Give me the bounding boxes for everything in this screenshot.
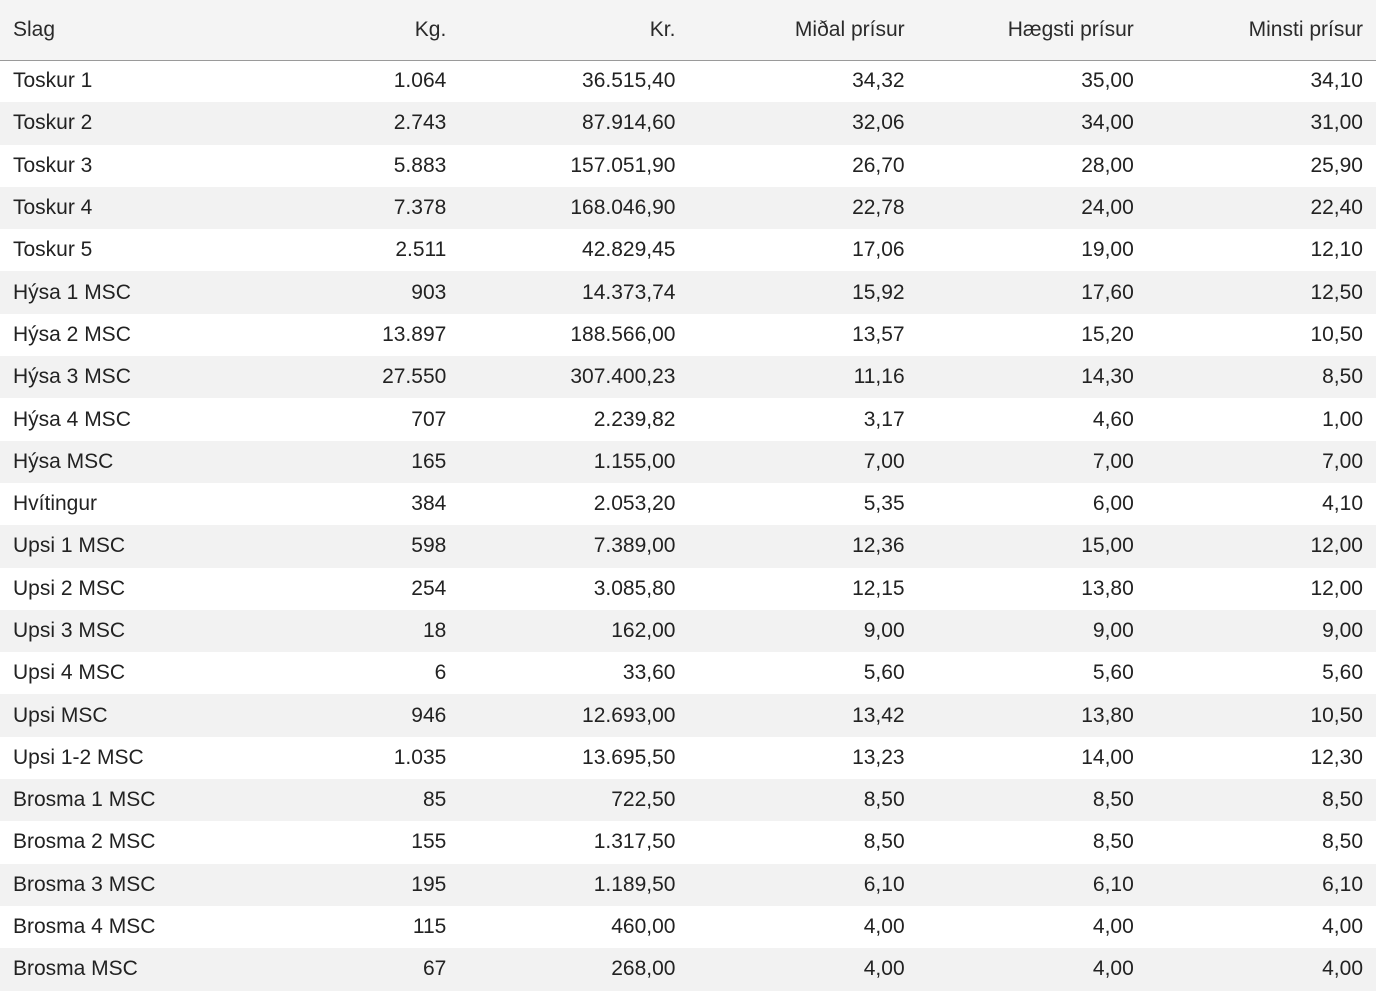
cell-slag: Upsi 4 MSC	[13, 661, 126, 685]
cell-highest-price: 7,00	[1092, 449, 1134, 473]
table-row	[0, 948, 1376, 990]
cell-highest-price: 28,00	[1081, 153, 1134, 177]
table-row	[0, 229, 1376, 271]
cell-average-price: 26,70	[852, 153, 905, 177]
cell-average-price: 7,00	[863, 449, 905, 473]
cell-average-price: 3,17	[863, 407, 905, 431]
cell-kr: 307.400,23	[570, 365, 676, 389]
cell-kr: 87.914,60	[582, 111, 676, 135]
cell-lowest-price: 8,50	[1322, 830, 1363, 854]
cell-kr: 14.373,74	[582, 280, 676, 304]
cell-kg: 903	[411, 280, 447, 304]
cell-highest-price: 5,60	[1092, 661, 1134, 685]
cell-average-price: 17,06	[852, 238, 905, 262]
cell-lowest-price: 12,10	[1310, 238, 1363, 262]
cell-kr: 2.239,82	[593, 407, 676, 431]
cell-kr: 2.053,20	[593, 492, 676, 516]
column-header-highest-price[interactable]: Hægsti prísur	[918, 0, 1147, 60]
cell-average-price: 8,50	[863, 788, 905, 812]
cell-kr: 1.317,50	[593, 830, 676, 854]
table-row	[0, 821, 1376, 863]
cell-kg: 155	[411, 830, 447, 854]
cell-kg: 946	[411, 703, 447, 727]
cell-highest-price: 24,00	[1081, 196, 1134, 220]
cell-kg: 5.883	[393, 153, 447, 177]
cell-slag: Hýsa 2 MSC	[13, 322, 131, 346]
table-row	[0, 779, 1376, 821]
cell-kg: 1.064	[393, 69, 447, 93]
cell-highest-price: 35,00	[1081, 69, 1134, 93]
cell-lowest-price: 7,00	[1322, 449, 1363, 473]
table-row	[0, 60, 1376, 102]
cell-highest-price: 6,10	[1092, 872, 1134, 896]
table-row	[0, 102, 1376, 144]
cell-highest-price: 9,00	[1092, 619, 1134, 642]
cell-slag: Hýsa 3 MSC	[13, 365, 131, 389]
cell-average-price: 5,60	[863, 661, 905, 685]
cell-slag: Upsi 1-2 MSC	[13, 745, 144, 769]
table-header-row	[0, 0, 1376, 60]
cell-slag: Upsi 3 MSC	[13, 619, 126, 642]
cell-kg: 1.035	[393, 745, 447, 769]
cell-kg: 165	[411, 449, 447, 473]
cell-lowest-price: 31,00	[1310, 111, 1363, 135]
cell-average-price: 6,10	[863, 872, 905, 896]
table-row	[0, 314, 1376, 356]
cell-highest-price: 13,80	[1081, 576, 1134, 600]
cell-average-price: 13,57	[852, 322, 905, 346]
table-row	[0, 694, 1376, 736]
cell-kg: 85	[422, 788, 447, 812]
cell-lowest-price: 8,50	[1322, 365, 1363, 389]
cell-highest-price: 15,20	[1081, 322, 1134, 346]
table-row	[0, 652, 1376, 694]
cell-kg: 195	[411, 872, 447, 896]
cell-average-price: 4,00	[863, 957, 905, 981]
cell-kg: 384	[411, 492, 447, 516]
cell-lowest-price: 5,60	[1322, 661, 1363, 685]
cell-kg: 6	[434, 661, 447, 685]
cell-kg: 115	[412, 915, 447, 939]
column-header-lowest-price[interactable]: Minsti prísur	[1147, 0, 1376, 60]
cell-average-price: 9,00	[863, 619, 905, 642]
table-row	[0, 610, 1376, 652]
table-row	[0, 483, 1376, 525]
cell-kr: 157.051,90	[570, 153, 676, 177]
cell-kr: 12.693,00	[582, 703, 676, 727]
cell-lowest-price: 4,10	[1322, 492, 1363, 516]
cell-slag: Hýsa 4 MSC	[13, 407, 131, 431]
cell-kg: 7.378	[393, 196, 447, 220]
cell-highest-price: 14,30	[1081, 365, 1134, 389]
cell-slag: Brosma 1 MSC	[13, 788, 156, 812]
cell-kr: 162,00	[611, 619, 676, 642]
cell-kr: 42.829,45	[582, 238, 676, 262]
cell-kr: 168.046,90	[570, 196, 676, 220]
table-row	[0, 187, 1376, 229]
cell-lowest-price: 12,30	[1310, 745, 1363, 769]
cell-average-price: 15,92	[852, 280, 905, 304]
cell-average-price: 11,16	[853, 365, 905, 389]
cell-lowest-price: 12,00	[1310, 576, 1363, 600]
cell-kr: 722,50	[611, 788, 676, 812]
table-body	[0, 60, 1376, 991]
column-header-average-price[interactable]: Miðal prísur	[688, 0, 917, 60]
column-header-kr[interactable]: Kr.	[459, 0, 688, 60]
cell-average-price: 4,00	[863, 915, 905, 939]
table-row	[0, 568, 1376, 610]
cell-kr: 460,00	[611, 915, 676, 939]
cell-lowest-price: 25,90	[1310, 153, 1363, 177]
cell-average-price: 22,78	[852, 196, 905, 220]
cell-highest-price: 34,00	[1081, 111, 1134, 135]
cell-highest-price: 14,00	[1081, 745, 1134, 769]
cell-lowest-price: 4,00	[1322, 915, 1363, 939]
cell-average-price: 12,36	[852, 534, 905, 558]
cell-average-price: 13,42	[852, 703, 905, 727]
cell-lowest-price: 9,00	[1322, 619, 1363, 642]
cell-lowest-price: 34,10	[1310, 69, 1363, 93]
table-row	[0, 271, 1376, 313]
cell-highest-price: 8,50	[1092, 788, 1134, 812]
cell-highest-price: 19,00	[1081, 238, 1134, 262]
cell-kg: 67	[422, 957, 447, 981]
table-row	[0, 441, 1376, 483]
cell-kg: 254	[411, 576, 447, 600]
cell-kr: 1.155,00	[593, 449, 676, 473]
cell-highest-price: 8,50	[1092, 830, 1134, 854]
cell-lowest-price: 8,50	[1322, 788, 1363, 812]
cell-slag: Toskur 2	[13, 111, 93, 135]
cell-kg: 598	[411, 534, 447, 558]
cell-kr: 268,00	[611, 957, 676, 981]
cell-slag: Upsi MSC	[13, 703, 108, 727]
cell-highest-price: 4,00	[1092, 915, 1134, 939]
cell-kr: 1.189,50	[593, 872, 676, 896]
cell-average-price: 5,35	[863, 492, 905, 516]
table-row	[0, 737, 1376, 779]
cell-slag: Brosma 4 MSC	[13, 915, 156, 939]
cell-slag: Hýsa MSC	[13, 449, 114, 473]
table-row	[0, 398, 1376, 440]
table-row	[0, 145, 1376, 187]
cell-highest-price: 17,60	[1081, 280, 1134, 304]
cell-lowest-price: 6,10	[1322, 872, 1363, 896]
cell-kr: 7.389,00	[593, 534, 676, 558]
cell-slag: Brosma MSC	[13, 957, 138, 981]
cell-kr: 13.695,50	[582, 745, 676, 769]
cell-slag: Toskur 3	[13, 153, 93, 177]
column-header-kg[interactable]: Kg.	[230, 0, 459, 60]
cell-kg: 27.550	[382, 365, 447, 389]
cell-slag: Hvítingur	[13, 492, 98, 516]
table-row	[0, 906, 1376, 948]
cell-highest-price: 13,80	[1081, 703, 1134, 727]
cell-slag: Brosma 3 MSC	[13, 872, 156, 896]
cell-average-price: 34,32	[852, 69, 905, 93]
cell-highest-price: 4,00	[1092, 957, 1134, 981]
cell-kr: 33,60	[622, 661, 676, 685]
cell-slag: Upsi 2 MSC	[13, 576, 126, 600]
table-row	[0, 864, 1376, 906]
cell-average-price: 12,15	[852, 576, 905, 600]
cell-lowest-price: 1,00	[1322, 407, 1363, 431]
cell-slag: Toskur 5	[13, 238, 93, 262]
cell-highest-price: 15,00	[1081, 534, 1134, 558]
cell-lowest-price: 10,50	[1310, 322, 1363, 346]
cell-slag: Toskur 4	[13, 196, 93, 220]
cell-kr: 3.085,80	[593, 576, 676, 600]
cell-lowest-price: 22,40	[1310, 196, 1363, 220]
cell-lowest-price: 4,00	[1322, 957, 1363, 981]
cell-kg: 2.511	[395, 238, 447, 262]
cell-slag: Hýsa 1 MSC	[13, 280, 131, 304]
cell-highest-price: 6,00	[1092, 492, 1134, 516]
table-row	[0, 356, 1376, 398]
column-header-slag[interactable]: Slag	[0, 0, 230, 60]
cell-average-price: 13,23	[852, 745, 905, 769]
cell-highest-price: 4,60	[1092, 407, 1134, 431]
cell-kg: 18	[422, 619, 447, 642]
cell-slag: Toskur 1	[13, 69, 93, 93]
cell-lowest-price: 10,50	[1310, 703, 1363, 727]
table-row	[0, 525, 1376, 567]
cell-lowest-price: 12,00	[1310, 534, 1363, 558]
cell-kr: 188.566,00	[570, 322, 676, 346]
cell-average-price: 8,50	[863, 830, 905, 854]
cell-slag: Brosma 2 MSC	[13, 830, 156, 854]
cell-slag: Upsi 1 MSC	[13, 534, 126, 558]
cell-average-price: 32,06	[852, 111, 905, 135]
cell-kr: 36.515,40	[582, 69, 676, 93]
cell-kg: 13.897	[382, 322, 447, 346]
cell-kg: 707	[411, 407, 447, 431]
cell-kg: 2.743	[393, 111, 447, 135]
cell-lowest-price: 12,50	[1310, 280, 1363, 304]
